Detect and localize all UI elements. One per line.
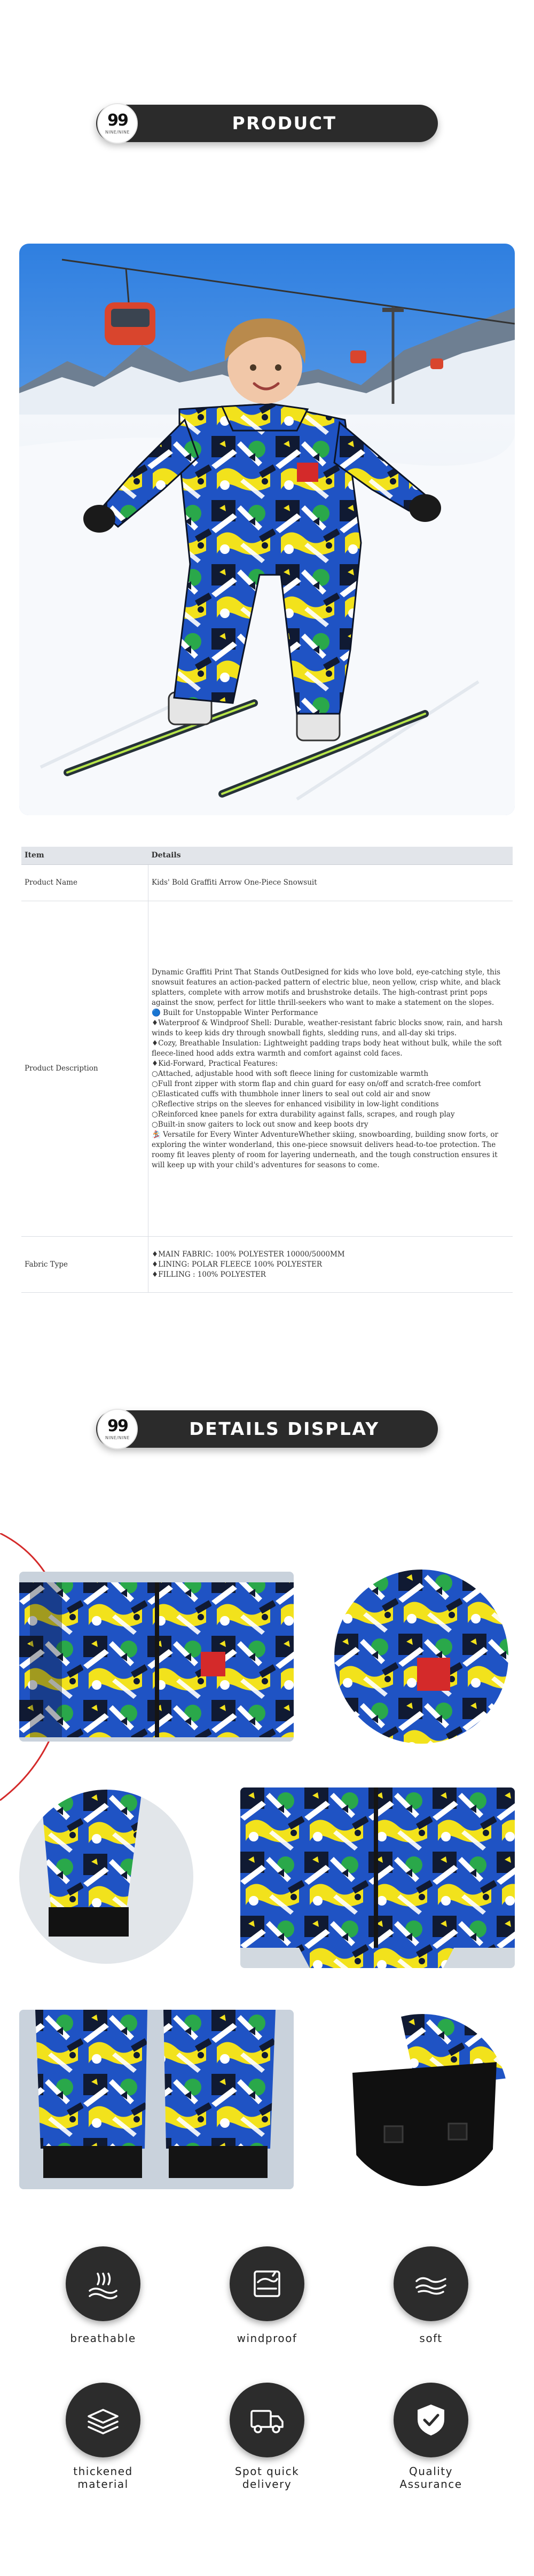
feature-label: thickened material xyxy=(73,2465,133,2491)
detail-photo-waist xyxy=(240,1787,515,1968)
description-line: 🔵 Built for Unstoppable Winter Performance xyxy=(152,1008,318,1017)
column-header-item: Item xyxy=(21,847,148,865)
description-line: ○Elasticated cuffs with thumbhole inner liners to seal out cold air and snow xyxy=(152,1089,431,1098)
row-label-fabric-type: Fabric Type xyxy=(21,1237,148,1293)
description-line: ○Reflective strips on the sleeves for enhanced visibility in low-light conditions xyxy=(152,1099,439,1109)
windproof-icon xyxy=(230,2246,304,2321)
breathable-icon xyxy=(66,2246,140,2321)
table-row xyxy=(21,1237,513,1293)
description-line: Dynamic Graffiti Print That Stands OutDesigned for kids who love bold, eye-catching style, this snowsuit features an action-packed pattern of electric blue, neon yellow, crisp white, and black splatters, complete with arrow motifs and brushstroke details. The high-contrast print pops against the snow, perfect for little thrill-seekers who want to make a statement on the slopes. xyxy=(152,967,501,1007)
table-row xyxy=(21,901,513,1237)
description-line: ○Full front zipper with storm flap and chin guard for easy on/off and scratch-free comfort xyxy=(152,1079,481,1088)
brand-logo: 99 NINE/NINE xyxy=(97,1409,138,1449)
table-row xyxy=(21,865,513,901)
description-line: ○Attached, adjustable hood with soft fleece lining for customizable warmth xyxy=(152,1069,429,1078)
fabric-type-value xyxy=(148,1237,513,1293)
feature-label: Quality Assurance xyxy=(399,2465,462,2491)
feature-quality-assurance xyxy=(378,2383,484,2491)
description-line: 🏂 Versatile for Every Winter AdventureWhether skiing, snowboarding, building snow forts, or exploring the winter wonderland, this one-piece snowsuit delivers head-to-toe protection. The roomy fit leaves plenty of room for layering underneath, and the tough construction ensures it will keep up with your child's adventures for seasons to come. xyxy=(152,1130,498,1169)
description-line: ○Reinforced knee panels for extra durability against falls, scrapes, and rough play xyxy=(152,1110,455,1119)
description-line: ♦Kid-Forward, Practical Features: xyxy=(152,1059,278,1068)
thickened-material-icon xyxy=(66,2383,140,2457)
product-name-value: Kids' Bold Graffiti Arrow One-Piece Snowsuit xyxy=(148,865,513,901)
section-title: DETAILS DISPLAY xyxy=(189,1418,380,1439)
fabric-line: ♦MAIN FABRIC: 100% POLYESTER 10000/5000MM xyxy=(152,1250,345,1259)
feature-label: soft xyxy=(419,2332,443,2345)
description-line: ○Built-in snow gaiters to lock out snow and keep boots dry xyxy=(152,1120,368,1129)
row-label-product-name: Product Name xyxy=(21,865,148,901)
section-header-product-introduction xyxy=(96,105,438,171)
fabric-line: ♦LINING: POLAR FLEECE 100% POLYESTER xyxy=(152,1260,322,1269)
detail-photo-sleeve-cuff xyxy=(19,1790,193,1964)
feature-windproof xyxy=(214,2246,320,2345)
description-line: ♦Waterproof & Windproof Shell: Durable, weather-resistant fabric blocks snow, rain, and harsh winds to keep kids dry through snowball fights, sledding runs, and all-day ski trips. xyxy=(152,1018,503,1037)
feature-thickened-material xyxy=(50,2383,156,2491)
brand-logo: 99 NINE/NINE xyxy=(97,103,138,144)
feature-spot-quick-delivery xyxy=(214,2383,320,2491)
spec-table xyxy=(21,847,513,1293)
detail-photo-snow-gaiter xyxy=(336,2014,508,2186)
fabric-line: ♦FILLING : 100% POLYESTER xyxy=(152,1270,266,1279)
hero-product-photo xyxy=(19,244,515,815)
column-header-details: Details xyxy=(148,847,513,865)
feature-soft xyxy=(378,2246,484,2345)
table-header-row xyxy=(21,847,513,865)
detail-photo-chest-front xyxy=(19,1572,294,1742)
feature-label: Spot quick delivery xyxy=(234,2465,300,2491)
row-label-product-description: Product Description xyxy=(21,901,148,1237)
description-line: ♦Cozy, Breathable Insulation: Lightweight padding traps body heat without bulk, while the soft fleece-lined hood adds extra warmth and comfort against cold faces. xyxy=(152,1039,502,1058)
detail-photo-chest-badge xyxy=(334,1570,508,1744)
delivery-truck-icon xyxy=(230,2383,304,2457)
feature-breathable xyxy=(50,2246,156,2345)
feature-label: breathable xyxy=(70,2332,136,2345)
soft-icon xyxy=(394,2246,468,2321)
shield-check-icon xyxy=(394,2383,468,2457)
section-title: PRODUCT INTRODUCTION xyxy=(200,113,368,171)
feature-label: windproof xyxy=(237,2332,297,2345)
product-description-value xyxy=(148,901,513,1237)
section-header-details-display xyxy=(96,1410,438,1448)
detail-photo-legs-hem xyxy=(19,2010,294,2189)
